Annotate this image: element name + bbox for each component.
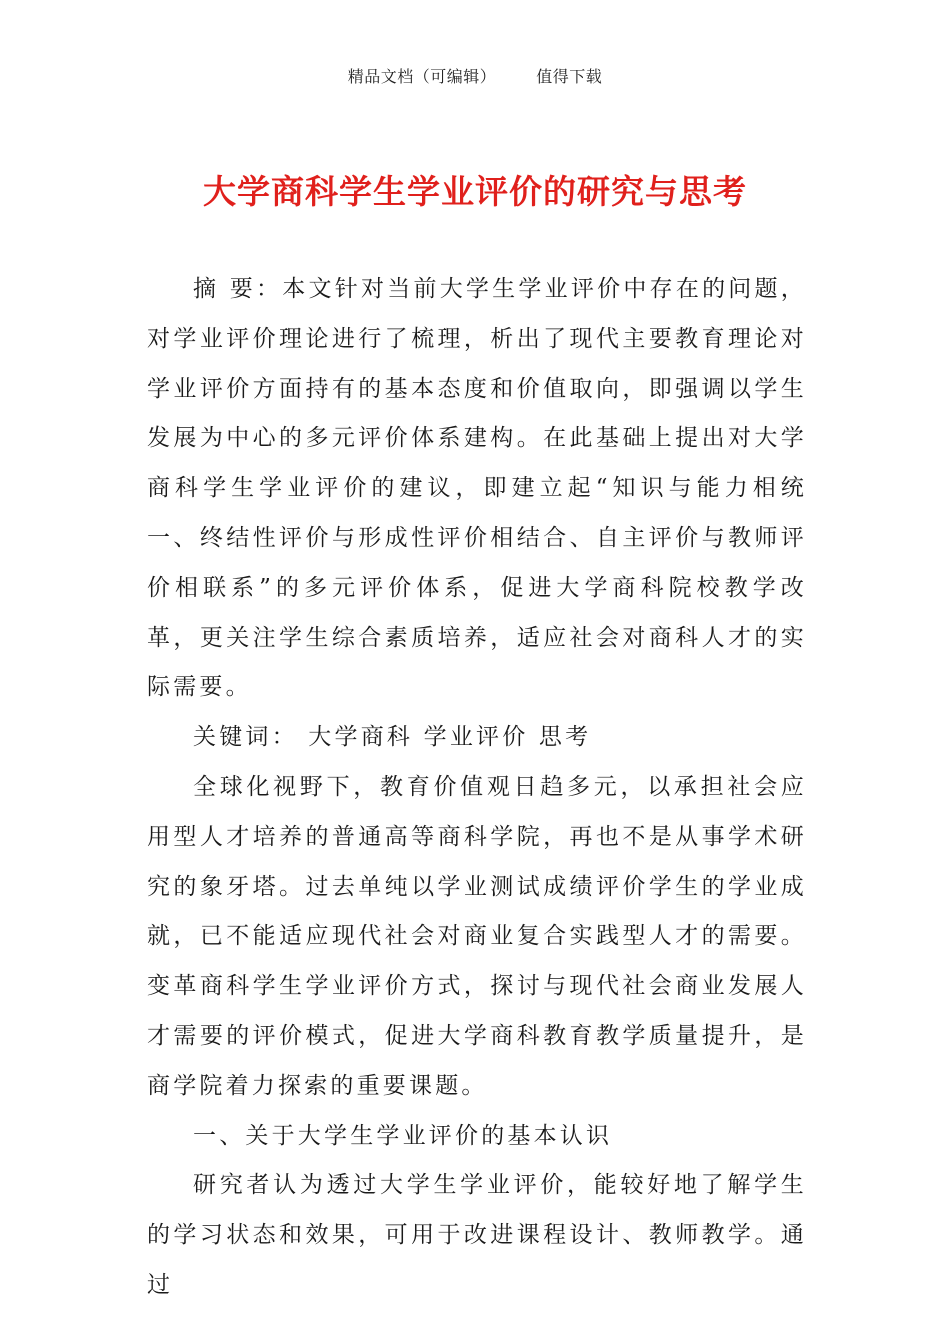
header-left-text: 精品文档（可编辑）	[347, 67, 497, 86]
section-heading: 一、关于大学生学业评价的基本认识	[193, 1122, 613, 1149]
header-right-text: 值得下载	[536, 67, 603, 86]
intro-paragraph: 全球化视野下，教育价值观日趋多元，以承担社会应用型人才培养的普通高等商科学院，再也不是从事学术研究的象牙塔。过去单纯以学业测试成绩评价学生的学业成就，已不能适应现代社会对商业复合实践型人才的需要。变革商科学生学业评价方式，探讨与现代社会商业发展人才需要的评价模式，促进大学商科教育教学质量提升，是商学院着力探索的重要课题。	[147, 773, 807, 1099]
abstract-paragraph: 摘 要：本文针对当前大学生学业评价中存在的问题，对学业评价理论进行了梳理，析出了现代主要教育理论对学业评价方面持有的基本态度和价值取向，即强调以学生发展为中心的多元评价体系建构。在此基础上提出对大学商科学生学业评价的建议，即建立起“知识与能力相统一、终结性评价与形成性评价相结合、自主评价与教师评价相联系”的多元评价体系，促进大学商科院校教学改革，更关注学生综合素质培养，适应社会对商科人才的实际需要。	[147, 276, 807, 701]
document-title: 大学商科学生学业评价的研究与思考	[203, 172, 747, 211]
document-body	[147, 265, 807, 1311]
section-paragraph: 研究者认为透过大学生学业评价，能较好地了解学生的学习状态和效果，可用于改进课程设计、教师教学。通过	[147, 1172, 807, 1298]
keywords-paragraph: 关键词： 大学商科 学业评价 思考	[193, 724, 592, 751]
page-header	[0, 64, 950, 87]
